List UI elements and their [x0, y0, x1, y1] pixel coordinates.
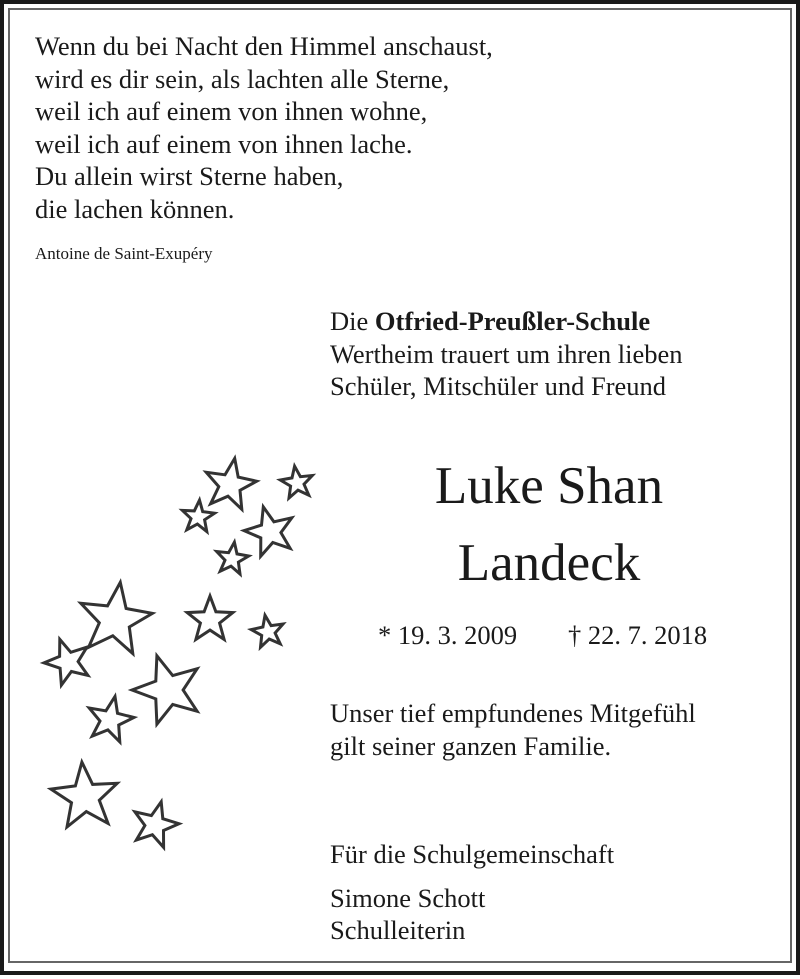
poem-line: Du allein wirst Sterne haben,	[35, 161, 344, 191]
poem-line: die lachen können.	[35, 193, 235, 224]
star-icon	[89, 697, 134, 742]
signer-role: Schulleiterin	[330, 915, 466, 945]
poem-line: weil ich auf einem von ihnen lache.	[35, 128, 413, 159]
poem-line: wird es dir sein, als lachten alle Sterne,	[35, 63, 450, 94]
signer-name: Simone Schott	[330, 882, 486, 913]
signature-line: Für die Schulgemeinschaft	[330, 839, 615, 869]
star-icon	[44, 639, 88, 685]
condolence-line: gilt seiner ganzen Familie.	[330, 730, 612, 761]
intro-line: Wertheim trauert um ihren lieben	[330, 338, 683, 369]
star-icon	[187, 596, 233, 639]
star-icon	[217, 542, 249, 574]
star-icon	[132, 656, 197, 724]
star-icon	[135, 802, 179, 848]
star-icon	[244, 507, 292, 556]
star-icon	[51, 762, 117, 827]
intro-line: Schüler, Mitschüler und Freund	[330, 371, 667, 401]
star-icon	[251, 615, 283, 647]
star-icon	[206, 458, 257, 509]
poem-author: Antoine de Saint-Exupéry	[35, 244, 213, 263]
condolence-line: Unser tief empfundenes Mitgefühl	[330, 698, 696, 728]
birth-date: * 19. 3. 2009	[378, 620, 518, 650]
deceased-last-name: Landeck	[457, 534, 641, 592]
star-icon	[81, 582, 153, 653]
deceased-first-names: Luke Shan	[434, 457, 664, 515]
school-name: Otfried-Preußler-Schule	[374, 306, 651, 336]
poem-line: Wenn du bei Nacht den Himmel anschaust,	[35, 31, 493, 61]
death-date: † 22. 7. 2018	[568, 620, 708, 650]
star-icon	[280, 466, 312, 498]
intro-prefix: Die	[330, 306, 375, 336]
poem-line: weil ich auf einem von ihnen wohne,	[35, 96, 428, 126]
